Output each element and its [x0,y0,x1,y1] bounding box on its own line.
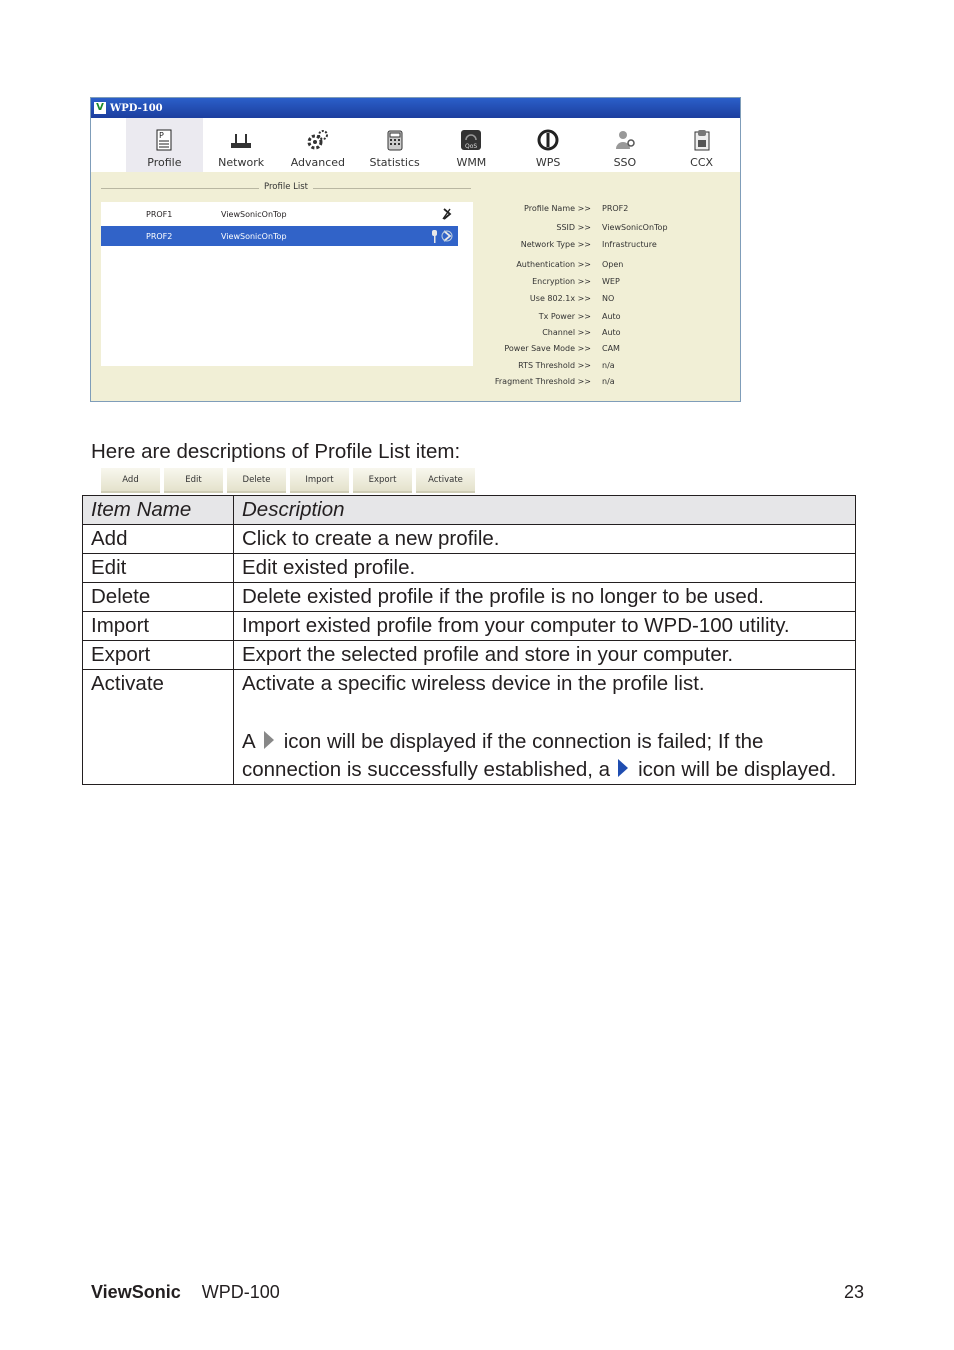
intro-text: Here are descriptions of Profile List item: [91,440,461,463]
activate-desc-line1: Activate a specific wireless device in the profile list. [242,672,705,695]
profile-list-title: Profile List [101,182,471,194]
statistics-icon [383,128,407,152]
table-row [83,641,856,670]
detail-fragment-threshold: Fragment Threshold >> n/a [494,377,615,386]
advanced-icon [306,128,330,152]
activate-desc-b: icon will be displayed if the connection is failed; If the connection is successfully established, a [242,730,764,781]
import-button[interactable]: Import [290,468,349,493]
description-cell: Delete existed profile if the profile is no longer to be used. [234,583,856,612]
description-cell: Import existed profile from your computer to WPD-100 utility. [234,612,856,641]
description-cell [234,670,856,785]
network-icon [229,128,253,152]
wps-icon [536,128,560,152]
title-bar [91,98,740,118]
detail-ssid: SSID >> ViewSonicOnTop [556,223,668,232]
detail-power-save-mode: Power Save Mode >> CAM [504,344,620,353]
item-name-cell: Export [83,641,234,670]
profile-ssid: ViewSonicOnTop [221,209,287,219]
tab-sso-label: SSO [613,156,637,169]
ccx-icon [690,128,714,152]
page-number: 23 [843,1282,864,1302]
app-logo-icon: V [94,102,106,114]
activate-desc-a: A [242,730,256,753]
profile-list [101,202,473,366]
detail-encryption: Encryption >> WEP [532,277,620,286]
activate-desc-c: icon will be displayed. [638,758,837,781]
table-row [83,612,856,641]
item-name-cell: Activate [83,670,234,785]
detail-tx-power: Tx Power >> Auto [538,312,621,321]
page-footer [91,1282,864,1303]
tab-profile[interactable] [126,118,203,172]
item-name-cell: Import [83,612,234,641]
wmm-icon [459,128,483,152]
profile-name: PROF1 [146,209,173,219]
item-name-cell: Add [83,525,234,554]
table-row [83,525,856,554]
gray-triangle-icon [264,731,274,749]
profile-name: PROF2 [146,231,173,241]
description-table [82,495,856,785]
tab-wps[interactable] [510,118,587,172]
profile-row-selected[interactable] [101,226,458,246]
detail-use-8021x: Use 802.1x >> NO [529,294,615,303]
tab-wmm[interactable] [433,118,510,172]
table-row [83,583,856,612]
item-name-cell: Delete [83,583,234,612]
profile-row[interactable] [101,204,458,224]
tab-profile-label: Profile [147,156,182,169]
window-title: WPD-100 [110,102,163,114]
detail-network-type: Network Type >> Infrastructure [520,240,657,249]
tab-advanced[interactable] [280,118,357,172]
export-button[interactable]: Export [353,468,412,493]
item-name-cell: Edit [83,554,234,583]
description-cell: Click to create a new profile. [234,525,856,554]
table-row-activate [83,670,856,785]
tab-ccx-label: CCX [690,156,714,169]
footer-brand: ViewSonic [91,1282,181,1302]
add-button[interactable]: Add [101,468,160,493]
tab-statistics-label: Statistics [369,156,420,169]
tab-network[interactable] [203,118,280,172]
svg-text:QoS: QoS [465,143,478,150]
disconnected-icon [430,206,456,222]
profile-ssid: ViewSonicOnTop [221,231,287,241]
detail-channel: Channel >> Auto [542,328,621,337]
tab-ccx[interactable] [663,118,740,172]
delete-button[interactable]: Delete [227,468,286,493]
footer-model: WPD-100 [201,1282,280,1302]
detail-rts-threshold: RTS Threshold >> n/a [518,361,615,370]
tab-wmm-label: WMM [456,156,487,169]
tab-sso[interactable] [587,118,664,172]
tab-advanced-label: Advanced [290,156,346,169]
toolbar [91,118,740,172]
description-cell: Export the selected profile and store in your computer. [234,641,856,670]
tab-network-label: Network [218,156,265,169]
tab-statistics[interactable] [356,118,433,172]
description-cell: Edit existed profile. [234,554,856,583]
header-item-name: Item Name [83,496,234,525]
header-description: Description [234,496,856,525]
detail-profile-name: Profile Name >> PROF2 [524,204,629,213]
activate-button[interactable]: Activate [416,468,475,493]
sso-icon [613,128,637,152]
edit-button[interactable]: Edit [164,468,223,493]
table-header-row [83,496,856,525]
connected-icon [430,228,456,244]
profile-icon [152,128,176,152]
svg-text:P: P [159,131,165,140]
blue-triangle-icon [618,759,628,777]
tab-wps-label: WPS [535,156,561,169]
detail-authentication: Authentication >> Open [516,260,624,269]
table-row [83,554,856,583]
